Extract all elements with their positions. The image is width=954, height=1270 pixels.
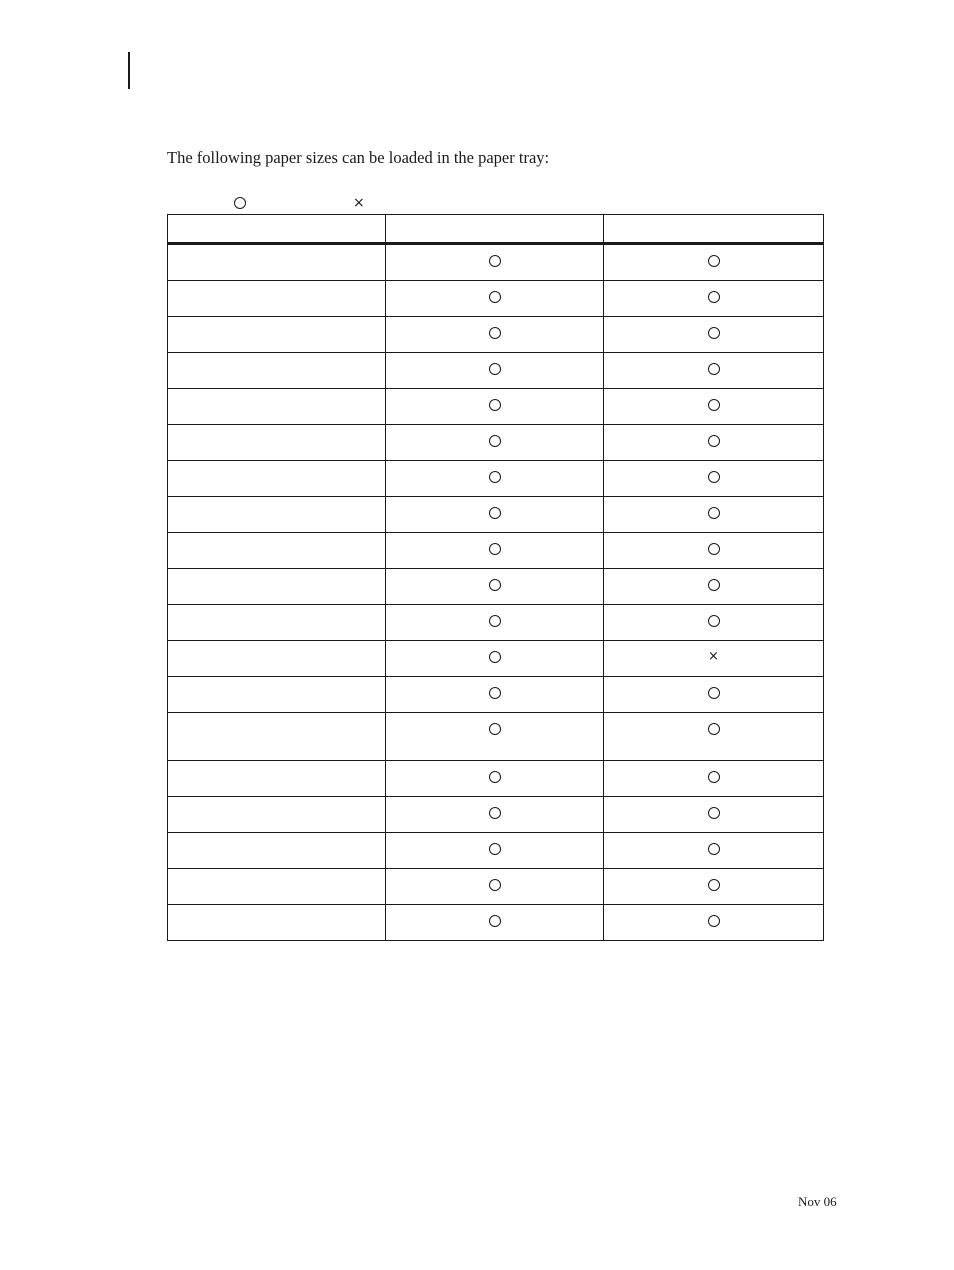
table-row	[168, 569, 824, 605]
availability-cell	[386, 797, 604, 833]
circle-icon	[708, 543, 720, 555]
paper-size-cell	[168, 244, 386, 281]
table-row	[168, 761, 824, 797]
table-row	[168, 533, 824, 569]
circle-icon	[489, 651, 501, 663]
paper-size-cell	[168, 677, 386, 713]
availability-cell	[386, 569, 604, 605]
availability-cell	[386, 461, 604, 497]
circle-icon	[708, 399, 720, 411]
table-row	[168, 605, 824, 641]
paper-size-cell	[168, 497, 386, 533]
circle-icon	[489, 615, 501, 627]
availability-cell	[604, 533, 824, 569]
paper-size-cell	[168, 833, 386, 869]
circle-icon	[708, 915, 720, 927]
circle-icon	[489, 327, 501, 339]
availability-cell	[604, 761, 824, 797]
availability-cell	[386, 244, 604, 281]
availability-cell	[386, 905, 604, 941]
paper-size-cell	[168, 641, 386, 677]
intro-text: The following paper sizes can be loaded in the paper tray:	[167, 148, 550, 167]
availability-cell	[386, 533, 604, 569]
availability-cell	[386, 677, 604, 713]
availability-cell	[386, 761, 604, 797]
footer-date: Nov 06	[798, 1194, 837, 1209]
circle-icon	[234, 197, 246, 209]
availability-cell	[386, 833, 604, 869]
availability-cell	[604, 713, 824, 761]
header-paper-size	[168, 215, 386, 244]
availability-cell	[386, 641, 604, 677]
paper-size-cell	[168, 533, 386, 569]
table-header-row	[168, 215, 824, 244]
circle-icon	[489, 723, 501, 735]
availability-cell	[386, 281, 604, 317]
availability-cell	[604, 461, 824, 497]
availability-cell	[604, 281, 824, 317]
availability-cell	[386, 425, 604, 461]
circle-icon	[489, 291, 501, 303]
circle-icon	[489, 843, 501, 855]
paper-size-cell	[168, 605, 386, 641]
header-col-3	[604, 215, 824, 244]
availability-cell	[604, 317, 824, 353]
availability-cell	[604, 869, 824, 905]
table-row	[168, 425, 824, 461]
circle-icon	[708, 687, 720, 699]
availability-cell	[386, 353, 604, 389]
availability-cell	[386, 497, 604, 533]
circle-icon	[708, 435, 720, 447]
availability-cell	[604, 833, 824, 869]
availability-cell	[386, 713, 604, 761]
paper-size-cell	[168, 761, 386, 797]
paper-size-cell	[168, 425, 386, 461]
table-row	[168, 713, 824, 761]
availability-cell	[604, 244, 824, 281]
circle-icon	[489, 915, 501, 927]
circle-icon	[489, 435, 501, 447]
circle-icon	[489, 543, 501, 555]
circle-icon	[489, 471, 501, 483]
paper-size-cell	[168, 317, 386, 353]
availability-cell	[604, 425, 824, 461]
table-row	[168, 244, 824, 281]
paper-size-cell	[168, 869, 386, 905]
circle-icon	[489, 687, 501, 699]
circle-icon	[489, 807, 501, 819]
table-row	[168, 461, 824, 497]
table-row	[168, 389, 824, 425]
table-row	[168, 317, 824, 353]
paper-size-cell	[168, 797, 386, 833]
availability-cell	[604, 797, 824, 833]
availability-cell	[604, 605, 824, 641]
header-col-2	[386, 215, 604, 244]
circle-icon	[708, 723, 720, 735]
table-row	[168, 797, 824, 833]
availability-cell	[604, 905, 824, 941]
circle-icon	[708, 579, 720, 591]
circle-icon	[708, 507, 720, 519]
availability-cell	[386, 869, 604, 905]
table-row	[168, 869, 824, 905]
circle-icon	[489, 363, 501, 375]
availability-cell	[604, 569, 824, 605]
table-row	[168, 677, 824, 713]
paper-size-cell	[168, 353, 386, 389]
circle-icon	[708, 471, 720, 483]
table-row	[168, 281, 824, 317]
circle-icon	[489, 771, 501, 783]
circle-icon	[708, 843, 720, 855]
availability-cell	[386, 605, 604, 641]
paper-size-cell	[168, 389, 386, 425]
table-row	[168, 353, 824, 389]
paper-size-cell	[168, 281, 386, 317]
circle-icon	[489, 507, 501, 519]
circle-icon	[489, 879, 501, 891]
availability-cell	[604, 497, 824, 533]
circle-icon	[708, 807, 720, 819]
legend	[167, 194, 467, 212]
circle-icon	[489, 399, 501, 411]
availability-cell	[604, 677, 824, 713]
paper-size-cell	[168, 461, 386, 497]
availability-cell	[604, 641, 824, 677]
table-row	[168, 641, 824, 677]
circle-icon	[708, 771, 720, 783]
availability-cell	[604, 353, 824, 389]
circle-icon	[708, 327, 720, 339]
margin-change-bar	[128, 52, 130, 89]
availability-cell	[604, 389, 824, 425]
cross-icon: ×	[353, 195, 365, 211]
circle-icon	[489, 255, 501, 267]
circle-icon	[708, 291, 720, 303]
paper-size-cell	[168, 905, 386, 941]
availability-cell	[386, 317, 604, 353]
cross-icon: ×	[708, 649, 719, 664]
paper-size-table	[167, 214, 824, 941]
circle-icon	[708, 879, 720, 891]
circle-icon	[708, 615, 720, 627]
availability-cell	[386, 389, 604, 425]
table-row	[168, 905, 824, 941]
circle-icon	[708, 363, 720, 375]
table-row	[168, 833, 824, 869]
circle-icon	[489, 579, 501, 591]
table-row	[168, 497, 824, 533]
paper-size-cell	[168, 569, 386, 605]
paper-size-cell	[168, 713, 386, 761]
circle-icon	[708, 255, 720, 267]
